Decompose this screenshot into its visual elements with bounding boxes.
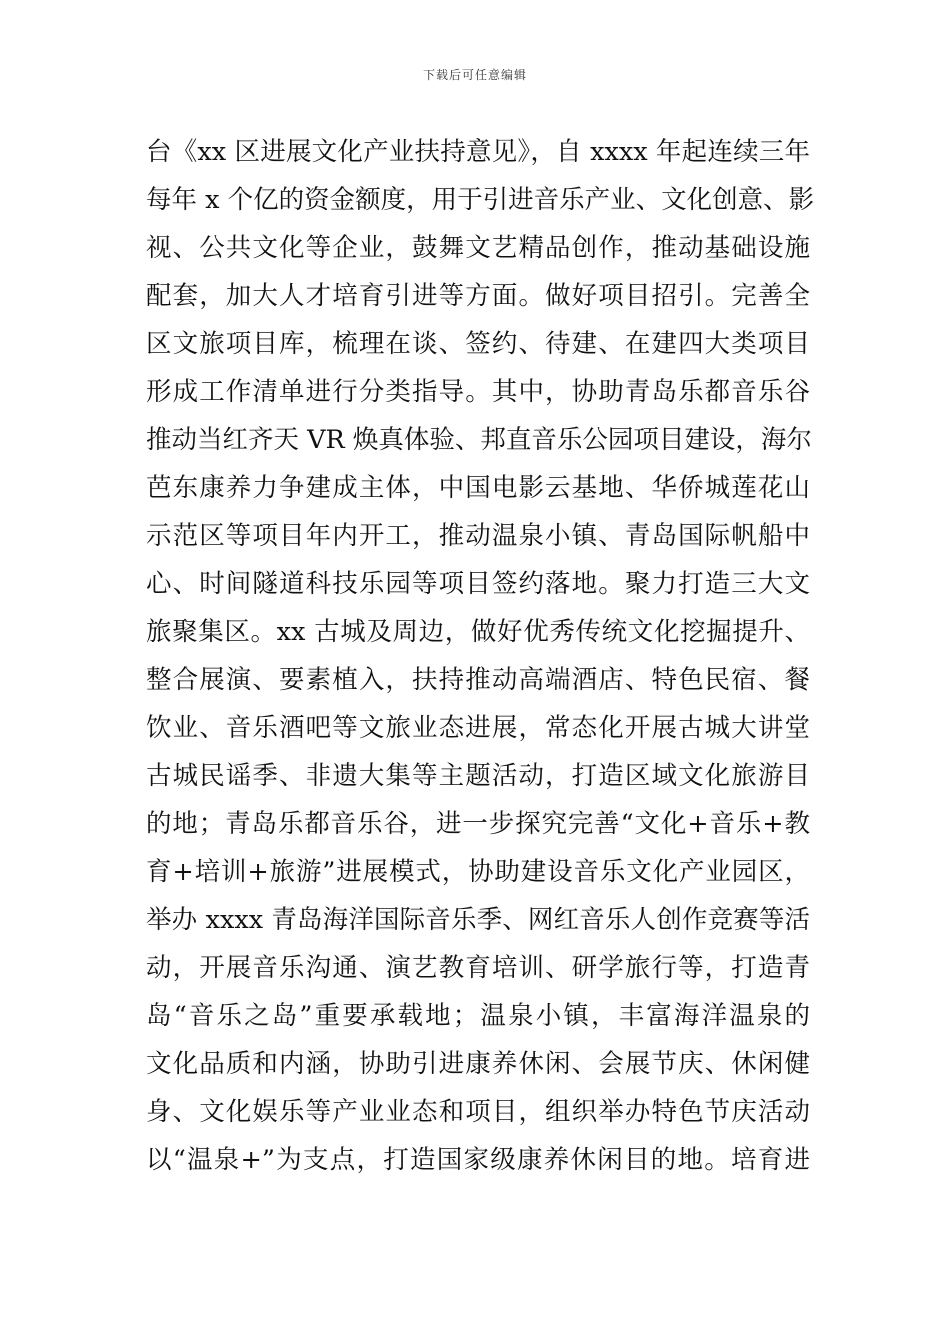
text-line-17: 举办 xxxx 青岛海洋国际音乐季、网红音乐人创作竞赛等活 <box>146 905 810 935</box>
text-line-12: 整合展演、要素植入，扶持推动高端酒店、特色民宿、餐 <box>146 665 810 695</box>
body-paragraph <box>146 128 815 1184</box>
text-line-4: 配套，加大人才培育引进等方面。做好项目招引。完善全 <box>146 281 810 311</box>
text-line-3: 视、公共文化等企业，鼓舞文艺精品创作，推动基础设施 <box>146 233 810 263</box>
text-line-15: 的地；青岛乐都音乐谷，进一步探究完善“文化+音乐+教 <box>146 809 810 839</box>
text-line-18: 动，开展音乐沟通、演艺教育培训、研学旅行等，打造青 <box>146 953 810 983</box>
text-line-7: 推动当红齐天 VR 焕真体验、邦直音乐公园项目建设，海尔 <box>146 425 812 455</box>
text-line-16: 育+培训+旅游”进展模式，协助建设音乐文化产业园区， <box>146 857 810 887</box>
text-line-2: 每年 x 个亿的资金额度，用于引进音乐产业、文化创意、影 <box>146 185 815 215</box>
text-line-19: 岛“音乐之岛”重要承载地；温泉小镇，丰富海洋温泉的 <box>146 1001 810 1031</box>
text-line-5: 区文旅项目库，梳理在谈、签约、待建、在建四大类项目 <box>146 329 810 359</box>
text-line-21: 身、文化娱乐等产业业态和项目，组织举办特色节庆活动 <box>146 1097 810 1127</box>
text-line-14: 古城民谣季、非遗大集等主题活动，打造区域文化旅游目 <box>146 761 810 791</box>
text-line-11: 旅聚集区。xx 古城及周边，做好优秀传统文化挖掘提升、 <box>146 617 810 647</box>
text-line-13: 饮业、音乐酒吧等文旅业态进展，常态化开展古城大讲堂 <box>146 713 810 743</box>
text-line-9: 示范区等项目年内开工，推动温泉小镇、青岛国际帆船中 <box>146 521 810 551</box>
page-header: 下载后可任意编辑 <box>422 68 527 82</box>
text-line-22: 以“温泉+”为支点，打造国家级康养休闲目的地。培育进 <box>146 1145 810 1175</box>
text-line-6: 形成工作清单进行分类指导。其中，协助青岛乐都音乐谷 <box>146 377 810 407</box>
text-line-10: 心、时间隧道科技乐园等项目签约落地。聚力打造三大文 <box>146 569 810 599</box>
text-line-1: 台《xx 区进展文化产业扶持意见》，自 xxxx 年起连续三年 <box>146 137 810 167</box>
text-line-8: 芭东康养力争建成主体，中国电影云基地、华侨城莲花山 <box>146 473 810 503</box>
text-line-20: 文化品质和内涵，协助引进康养休闲、会展节庆、休闲健 <box>146 1049 810 1079</box>
